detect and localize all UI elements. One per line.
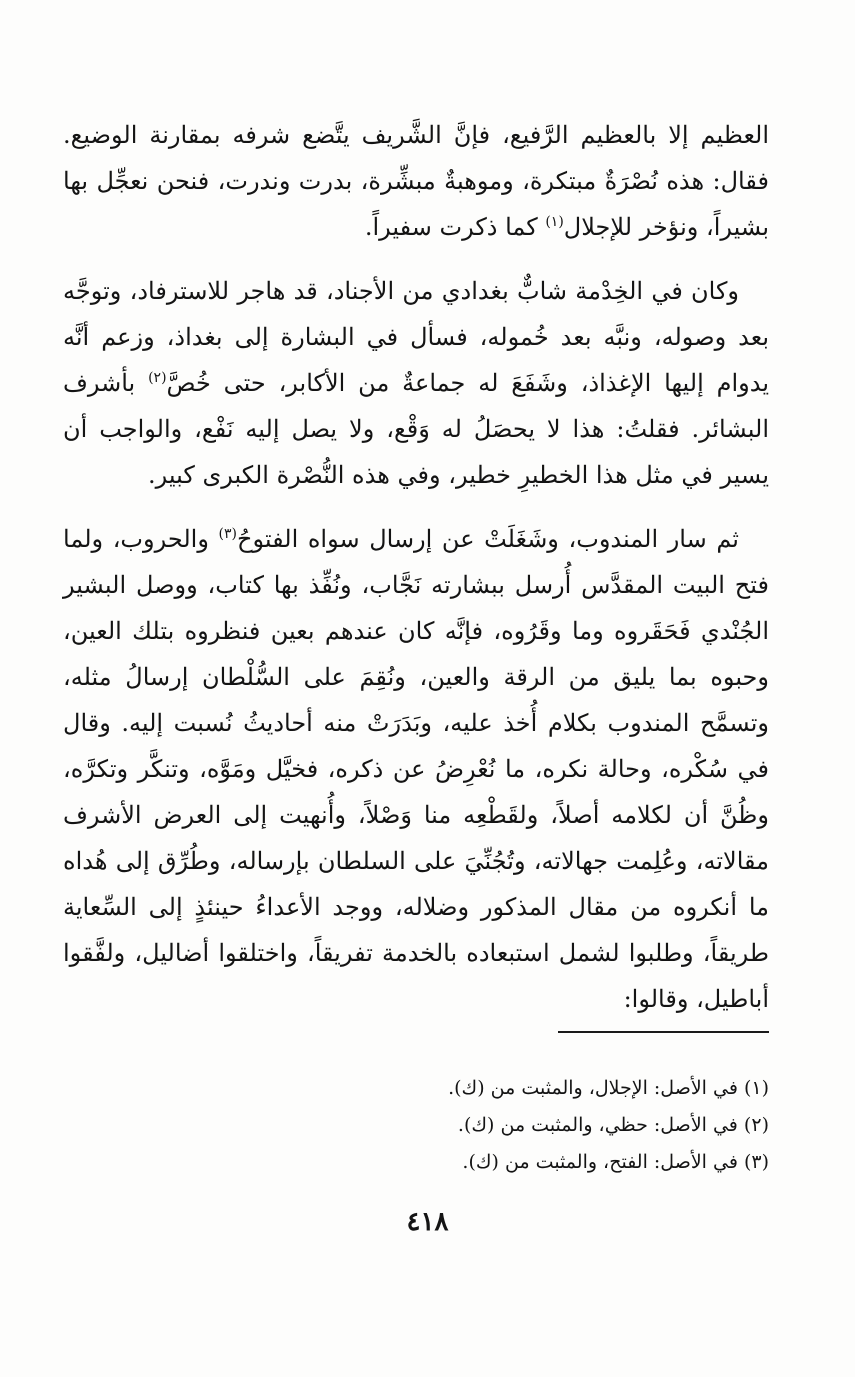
footnotes [63, 1070, 769, 1181]
main-text [63, 112, 769, 1040]
paragraph-3-text-b: والحروب، ولما فتح البيت المقدَّس أُرسل ببشارته نَجَّاب، ونُفِّذ بها كتاب، ووصل البشير الجُنْدي فَحَقَروه وما وقَرُوه، فإنَّه كان عندهم بعين فنظروه بتلك العين، وحبوه بما يليق من الرقة والعين، ونُقِمَ على السُّلْطان إرسالُ مثله، وتسمَّح المندوب بكلام أُخذ عليه، وبَدَرَتْ منه أحاديثُ نُسبت إليه. وقال في سُكْره، وحالة نكره، ما نُعْرِضُ عن ذكره، فخيَّل ومَوَّه، وتنكَّر وتكرَّه، وظُنَّ أن لكلامه أصلاً، ولقَطْعِه منا وَصْلاً، وأُنهيت إلى العرض الأشرف مقالاته، وعُلِمت جهالاته، وتُجُنِّيَ على السلطان بإرساله، وطُرِّق إلى هُداه ما أنكروه من مقال المذكور وضلاله، ووجد الأعداءُ حينئذٍ إلى السِّعاية طريقاً، وطلبوا لشمل استبعاده بالخدمة تفريقاً، واختلقوا أضاليل، ولفَّقوا أباطيل، وقالوا: [63, 525, 770, 1013]
footnote-1: (١) في الأصل: الإجلال، والمثبت من (ك). [448, 1077, 769, 1099]
paragraph-1-text-a: العظيم إلا بالعظيم الرَّفيع، فإنَّ الشَّريف يتَّضع شرفه بمقارنة الوضيع. فقال: هذه نُصْرَةٌ مبتكرة، وموهبةٌ مبشِّرة، بدرت وندرت، فنحن نعجِّل بها بشيراً، ونؤخر للإجلال [63, 121, 769, 241]
paragraph-3-text-a: ثم سار المندوب، وشَغَلَتْ عن إرسال سواه الفتوحُ [237, 525, 739, 553]
footnote-ref-2: (٢) [148, 370, 167, 386]
page-number: ٤١٨ [406, 1207, 449, 1237]
footnote-3: (٣) في الأصل: الفتح، والمثبت من (ك). [462, 1151, 769, 1173]
paragraph-2 [63, 268, 769, 498]
paragraph-1 [63, 112, 769, 250]
paragraph-2-text-a: وكان في الخِدْمة شابٌّ بغدادي من الأجناد، قد هاجر للاسترفاد، وتوجَّه بعد وصوله، ونبَّه بعد خُموله، فسأل في البشارة إلى بغداذ، وزعم أنَّه يدوام إليها الإغذاذ، وشَفَعَ له جماعةٌ من الأكابر، حتى خُصَّ [63, 277, 769, 397]
paragraph-1-text-b: كما ذكرت سفيراً. [364, 213, 546, 241]
footnote-2: (٢) في الأصل: حظي، والمثبت من (ك). [457, 1114, 769, 1136]
footnote-ref-1: (١) [545, 214, 564, 230]
footnote-ref-3: (٣) [218, 526, 237, 542]
paragraph-3 [63, 516, 769, 1022]
paragraph-2-text-b: بأشرف البشائر. فقلتُ: هذا لا يحصَلُ له وَقْع، ولا يصل إليه نَفْع، والواجب أن يسير في مثل هذا الخطيرِ خطير، وفي هذه النُّصْرة الكبرى كبير. [63, 369, 769, 489]
footnote-separator [558, 1031, 769, 1033]
